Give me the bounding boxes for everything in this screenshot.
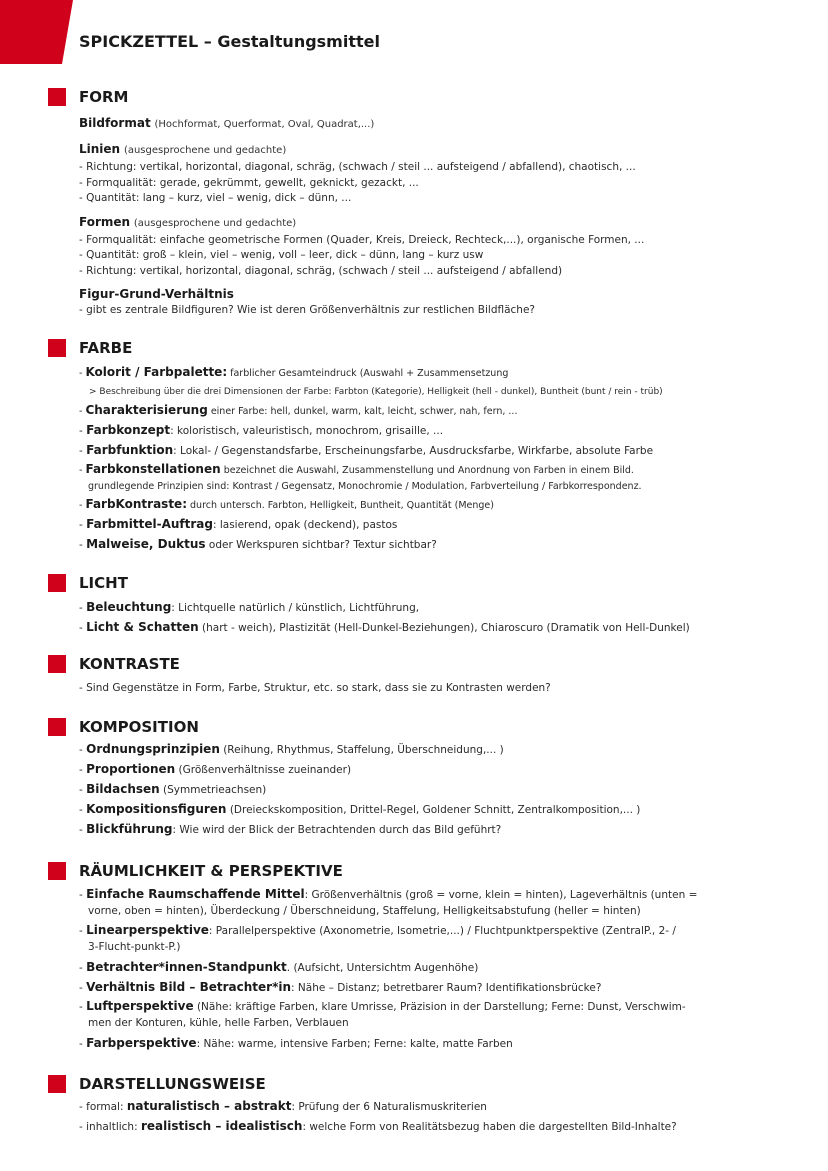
item-text: - [79, 982, 87, 994]
item-text: - [79, 764, 87, 776]
list-item [79, 441, 799, 461]
list-item-continuation: 3-Flucht-punkt-P.) [88, 941, 181, 953]
item-text: oder Werkspuren sichtbar? Textur sichtbar? [205, 539, 437, 551]
section-header [79, 337, 799, 359]
item-text: - [79, 368, 86, 379]
item-text: : Größenverhältnis (groß = vorne, klein = hinten), Lageverhältnis (unten = [304, 889, 698, 901]
item-text: - [79, 1001, 87, 1013]
item-text: (Dreieckskomposition, Drittel-Regel, Goldener Schnitt, Zentralkomposition,... ) [226, 804, 641, 816]
list-item [79, 598, 799, 618]
formen-label: Formen [79, 214, 131, 229]
item-text: - [79, 500, 86, 511]
item-label: , [148, 537, 158, 551]
item-text: - formal: [79, 1101, 127, 1113]
list-item [79, 535, 799, 555]
section-marker [48, 1075, 66, 1093]
item-text: - [79, 1038, 87, 1050]
kontraste-list [79, 679, 799, 698]
item-label: Beleuchtung [86, 600, 172, 614]
bildformat-note: (Hochformat, Querformat, Oval, Quadrat,...) [154, 119, 375, 130]
bildformat-label: Bildformat [79, 116, 151, 130]
section-kontraste [79, 653, 799, 698]
list-item [79, 515, 799, 535]
item-text: : Lokal- / Gegenstandsfarbe, Erscheinungsfarbe, Ausdrucksfarbe, Wirkfarbe, absolute Farbe [173, 445, 654, 457]
list-item-continuation: grundlegende Prinzipien sind: Kontrast / Gegensatz, Monochromie / Modulation, Farbverteilung / Farbkorrespondenz. [88, 481, 642, 492]
red-corner-shape [0, 0, 73, 64]
item-text: (Nähe: kräftige Farben, klare Umrisse, Präzision in der Darstellung; Ferne: Dunst, Verschwim- [193, 1001, 686, 1013]
section-darstellung [79, 1073, 799, 1137]
item-label: Einfache Raumschaffende Mittel [86, 887, 305, 901]
item-label: Linearperspektive [86, 923, 209, 937]
list-item [79, 740, 799, 760]
item-label: Farbkonzept [86, 423, 171, 437]
item-label: Betrachter*innen-Standpunkt [86, 960, 287, 974]
corner-decoration [0, 0, 73, 64]
item-text: - [79, 824, 87, 836]
group-bildformat [79, 114, 799, 134]
list-item [79, 998, 799, 1015]
item-text: : koloristisch, valeuristisch, monochrom, grisaille, ... [170, 425, 444, 437]
item-text: : Prüfung der 6 Naturalismuskriterien [291, 1101, 487, 1113]
linien-label: Linien [79, 142, 121, 156]
item-text: (Symmetrieachsen) [159, 784, 267, 796]
item-text: : Nähe – Distanz; betretbarer Raum? Identifikationsbrücke? [291, 982, 602, 994]
item-text: - [79, 602, 87, 614]
item-text: (Größenverhältnisse zueinander) [175, 764, 352, 776]
item-text: : Lichtquelle natürlich / künstlich, Lichtführung, [171, 602, 420, 614]
item-text: - [79, 889, 87, 901]
item-label: Malweise [86, 537, 149, 551]
list-item [79, 820, 799, 840]
section-marker [48, 574, 66, 592]
item-label: Kompositionsfiguren [86, 802, 227, 816]
item-label: Farbmittel-Auftrag [86, 517, 213, 531]
item-label: Verhältnis Bild – Betrachter*in [86, 980, 292, 994]
section-farbe [79, 337, 799, 555]
red-corner-polygon [0, 0, 73, 64]
section-marker [48, 862, 66, 880]
list-item [79, 1034, 799, 1054]
item-text: : lasierend, opak (deckend), pastos [212, 519, 398, 531]
section-licht [79, 572, 799, 638]
list-item: - gibt es zentrale Bildfiguren? Wie ist deren Größenverhältnis zur restlichen Bildfläche? [79, 304, 535, 316]
list-item [79, 461, 799, 479]
list-item: - Quantität: groß – klein, viel – wenig, voll – leer, dick – dünn, lang – kurz usw [79, 249, 484, 261]
item-text: - [79, 445, 87, 457]
formen-note: (ausgesprochene und gedachte) [133, 217, 297, 229]
linien-note: (ausgesprochene und gedachte) [123, 145, 287, 156]
raum-list [79, 886, 799, 1054]
section-title: FARBE [79, 339, 133, 357]
item-text: einer Farbe: hell, dunkel, warm, kalt, leicht, schwer, nah, fern, ... [207, 406, 518, 417]
list-item [79, 886, 799, 903]
section-title: LICHT [79, 574, 128, 592]
section-header [79, 716, 799, 738]
item-label: Farbpalette: [143, 365, 228, 379]
section-title: RÄUMLICHKEIT & PERSPEKTIVE [79, 862, 343, 880]
list-item [79, 421, 799, 441]
list-item [79, 363, 799, 383]
section-header [79, 572, 799, 594]
list-item [79, 495, 799, 515]
item-text: - [79, 804, 87, 816]
item-label: Ordnungsprinzipien [86, 742, 220, 756]
item-text: - [79, 406, 86, 417]
item-label: Charakterisierung [85, 403, 208, 417]
item-text: - [79, 744, 87, 756]
list-item: - Richtung: vertikal, horizontal, diagonal, schräg, (schwach / steil ... aufsteigend / abfallend), chaotisch, ... [79, 161, 636, 173]
group-formen [79, 213, 799, 280]
item-text: farblicher Gesamteindruck (Auswahl + Zusammensetzung [227, 368, 509, 379]
item-label: Luftperspektive [86, 999, 194, 1013]
list-item [79, 1117, 799, 1137]
item-label: Proportionen [86, 762, 176, 776]
group-figur-grund [79, 285, 799, 319]
section-header [79, 653, 799, 675]
item-text: (Reihung, Rhythmus, Staffelung, Überschneidung,... ) [219, 744, 504, 756]
list-item [79, 800, 799, 820]
list-item [79, 618, 799, 638]
section-raum [79, 860, 799, 1054]
item-text: bezeichnet die Auswahl, Zusammenstellung und Anordnung von Farben in einem Bild. [220, 465, 634, 476]
item-label: Licht & Schatten [86, 620, 199, 634]
item-text: - [79, 539, 87, 551]
section-marker [48, 88, 66, 106]
page-title: SPICKZETTEL – Gestaltungsmittel [79, 32, 380, 51]
item-label: Kolorit [85, 365, 131, 379]
item-label: naturalistisch – abstrakt [126, 1099, 292, 1113]
licht-list [79, 598, 799, 638]
item-text: - inhaltlich: [79, 1121, 141, 1133]
section-title: KONTRASTE [79, 655, 180, 673]
section-title: DARSTELLUNGSWEISE [79, 1075, 266, 1093]
list-item: - Formqualität: gerade, gekrümmt, gewellt, geknickt, gezackt, ... [79, 176, 419, 189]
list-subitem: > Beschreibung über die drei Dimensionen der Farbe: Farbton (Kategorie), Helligkeit (hell - dunkel), Buntheit (bunt / rein - trüb) [89, 387, 663, 397]
list-item [79, 922, 799, 939]
item-text: - Sind Gegenstätze in Form, Farbe, Struktur, etc. so stark, dass sie zu Kontrasten werden? [79, 682, 551, 694]
item-text: durch untersch. Farbton, Helligkeit, Buntheit, Quantität (Menge) [187, 500, 494, 511]
item-text: : welche Form von Realitätsbezug haben die dargestellten Bild-Inhalte? [302, 1121, 677, 1133]
item-label: Farbfunktion [86, 443, 174, 457]
list-item [79, 679, 799, 698]
item-text: : Parallelperspektive (Axonometrie, Isometrie,...) / Fluchtpunktperspektive (ZentralP., 2- / [208, 925, 676, 937]
section-komposition [79, 716, 799, 840]
section-marker [48, 655, 66, 673]
list-item [79, 760, 799, 780]
item-text: : Wie wird der Blick der Betrachtenden durch das Bild geführt? [172, 824, 502, 836]
list-item [79, 780, 799, 800]
list-item [79, 401, 799, 421]
list-item-continuation: vorne, oben = hinten), Überdeckung / Überschneidung, Staffelung, Helligkeitsabstufung (heller = hinten) [88, 905, 641, 917]
item-label: Farbperspektive [86, 1036, 197, 1050]
item-text: (hart - weich), Plastizität (Hell-Dunkel-Beziehungen), Chiaroscuro (Dramatik von Hell-Dunkel) [198, 622, 690, 634]
item-label: realistisch – idealistisch [140, 1119, 303, 1133]
section-marker [48, 339, 66, 357]
item-text: . (Aufsicht, Untersichtm Augenhöhe) [286, 962, 479, 974]
figur-grund-label: Figur-Grund-Verhältnis [79, 287, 234, 301]
section-marker [48, 718, 66, 736]
list-item: - Richtung: vertikal, horizontal, diagonal, schräg, (schwach / steil ... aufsteigend / abfallend) [79, 264, 563, 277]
section-header [79, 1073, 799, 1095]
komposition-list [79, 740, 799, 840]
item-text: - [79, 519, 87, 531]
section-title: FORM [79, 88, 129, 106]
item-label: Bildachsen [86, 782, 160, 796]
list-item [79, 978, 799, 998]
list-item [79, 1097, 799, 1117]
section-header [79, 86, 799, 108]
item-label: Blickführung [86, 822, 173, 836]
section-header [79, 860, 799, 882]
list-item: - Quantität: lang – kurz, viel – wenig, dick – dünn, ... [79, 192, 352, 204]
item-text: - [79, 465, 86, 476]
darstellung-list [79, 1097, 799, 1137]
item-label: Farbkonstellationen [85, 462, 221, 476]
item-text: - [79, 784, 87, 796]
item-text: - [79, 925, 87, 937]
item-label: / [130, 365, 144, 379]
list-item [79, 958, 799, 978]
group-linien [79, 140, 799, 207]
section-form [79, 86, 799, 319]
item-label: Duktus [157, 537, 206, 551]
list-item: - Formqualität: einfache geometrische Formen (Quader, Kreis, Dreieck, Rechteck,...), organische Formen, ... [79, 233, 645, 246]
item-text: - [79, 962, 87, 974]
section-title: KOMPOSITION [79, 718, 199, 736]
item-text: - [79, 425, 87, 437]
list-item-continuation: men der Konturen, kühle, helle Farben, Verblauen [88, 1017, 349, 1029]
item-text: - [79, 622, 87, 634]
item-text: : Nähe: warme, intensive Farben; Ferne: kalte, matte Farben [196, 1038, 513, 1050]
farbe-list [79, 363, 799, 555]
item-label: FarbKontraste: [85, 497, 187, 511]
